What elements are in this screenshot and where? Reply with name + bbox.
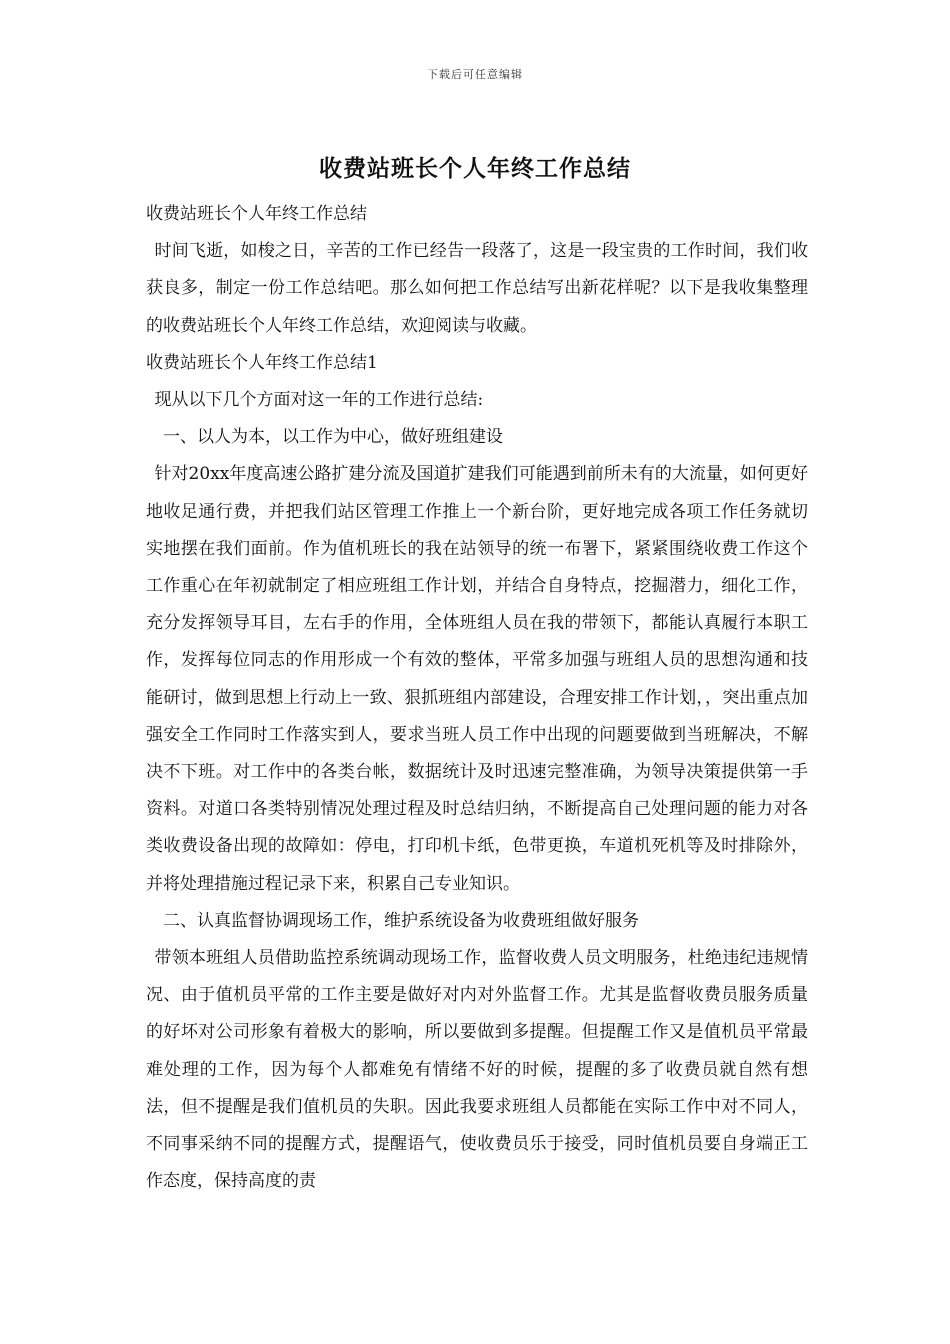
intro-paragraph: 时间飞逝，如梭之日，辛苦的工作已经告一段落了，这是一段宝贵的工作时间，我们收获良多，制定一份工作总结吧。那么如何把工作总结写出新花样呢？以下是我收集整理的收费站班长个人年终工作总结，欢迎阅读与收藏。: [146, 241, 808, 336]
point-heading-1: 一、以人为本，以工作为中心，做好班组建设: [163, 427, 503, 448]
body-paragraph-2: 带领本班组人员借助监控系统调动现场工作，监督收费人员文明服务，杜绝违纪违规情况、由于值机员平常的工作主要是做好对内对外监督工作。尤其是监督收费员服务质量的好坏对公司形象有着极大的影响，所以要做到多提醒。但提醒工作又是值机员平常最难处理的工作，因为每个人都难免有情绪不好的时候，提醒的多了收费员就自然有想法，但不提醒是我们值机员的失职。因此我要求班组人员都能在实际工作中对不同人，不同事采纳不同的提醒方式，提醒语气，使收费员乐于接受，同时值机员要自身端正工作态度，保持高度的责: [146, 948, 808, 1192]
point-heading-2: 二、认真监督协调现场工作，维护系统设备为收费班组做好服务: [163, 910, 639, 931]
document-body: [146, 196, 808, 1200]
header-note: 下载后可任意编辑: [427, 68, 523, 81]
document-title: 收费站班长个人年终工作总结: [319, 155, 631, 182]
body-paragraph-1: 针对20xx年度高速公路扩建分流及国道扩建我们可能遇到前所未有的大流量，如何更好地收足通行费，并把我们站区管理工作推上一个新台阶，更好地完成各项工作任务就切实地摆在我们面前。作为值机班长的我在站领导的统一布署下，紧紧围绕收费工作这个工作重心在年初就制定了相应班组工作计划，并结合自身特点，挖掘潜力，细化工作，充分发挥领导耳目，左右手的作用，全体班组人员在我的带领下，都能认真履行本职工作，发挥每位同志的作用形成一个有效的整体，平常多加强与班组人员的思想沟通和技能研讨，做到思想上行动上一致、狠抓班组内部建设，合理安排工作计划，，突出重点加强安全工作同时工作落实到人，要求当班人员工作中出现的问题要做到当班解决，不解决不下班。对工作中的各类台帐，数据统计及时迅速完整准确，为领导决策提供第一手资料。对道口各类特别情况处理过程及时总结归纳，不断提高自己处理问题的能力对各类收费设备出现的故障如：停电，打印机卡纸，色带更换，车道机死机等及时排除外，并将处理措施过程记录下来，积累自己专业知识。: [146, 464, 808, 894]
overview-paragraph: 现从以下几个方面对这一年的工作进行总结:: [154, 390, 484, 411]
section-heading-1: 收费站班长个人年终工作总结1: [146, 352, 378, 373]
subtitle-paragraph: 收费站班长个人年终工作总结: [146, 204, 367, 224]
